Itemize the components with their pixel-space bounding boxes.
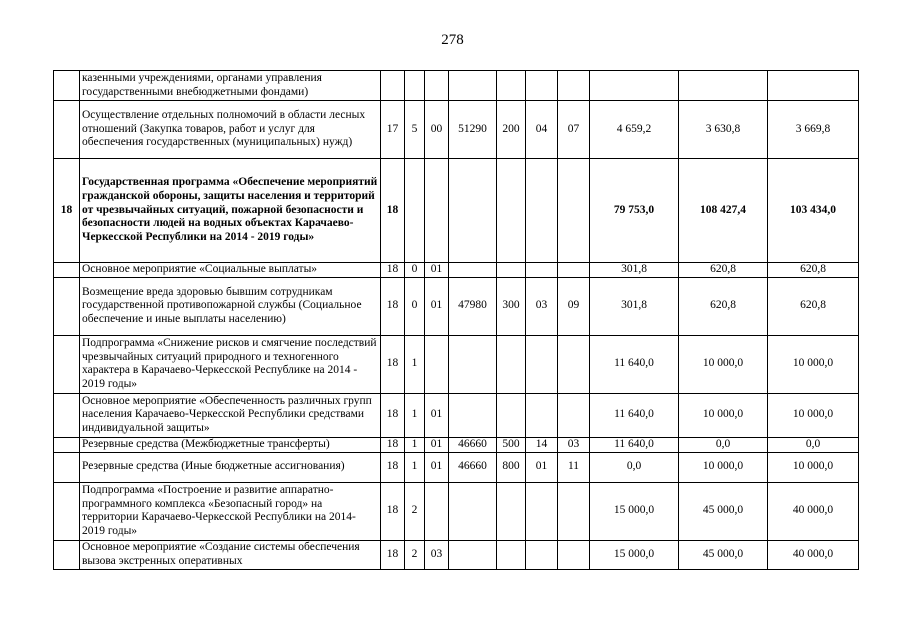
subsection-cell bbox=[558, 540, 590, 569]
budget-table bbox=[53, 70, 859, 570]
subprogram-code-cell: 2 bbox=[405, 482, 425, 540]
subsection-cell bbox=[558, 263, 590, 278]
table-row bbox=[54, 437, 859, 452]
program-code-cell: 18 bbox=[381, 277, 405, 335]
amount-year-1-cell: 4 659,2 bbox=[590, 101, 679, 159]
amount-year-1-cell: 15 000,0 bbox=[590, 540, 679, 569]
program-code-cell bbox=[381, 71, 405, 101]
expense-type-cell bbox=[497, 482, 526, 540]
subsection-cell bbox=[558, 71, 590, 101]
section-cell bbox=[526, 159, 558, 263]
amount-year-2-cell: 45 000,0 bbox=[679, 482, 768, 540]
amount-year-1-cell: 15 000,0 bbox=[590, 482, 679, 540]
amount-year-2-cell: 108 427,4 bbox=[679, 159, 768, 263]
direction-code-cell bbox=[449, 393, 497, 437]
row-number-cell bbox=[54, 335, 80, 393]
amount-year-1-cell: 79 753,0 bbox=[590, 159, 679, 263]
row-name-cell: Государственная программа «Обеспечение мероприятий гражданской обороны, защиты населения и территорий от чрезвычайных ситуаций, пожарной безопасности и безопасности людей на водных объектах Карачаево-Черкесской Республики на 2014 - 2019 годы» bbox=[80, 159, 381, 263]
amount-year-3-cell: 10 000,0 bbox=[768, 393, 859, 437]
activity-code-cell bbox=[425, 482, 449, 540]
amount-year-3-cell: 3 669,8 bbox=[768, 101, 859, 159]
table-row bbox=[54, 335, 859, 393]
amount-year-3-cell: 620,8 bbox=[768, 277, 859, 335]
direction-code-cell: 46660 bbox=[449, 452, 497, 482]
section-cell: 03 bbox=[526, 277, 558, 335]
program-code-cell: 18 bbox=[381, 335, 405, 393]
expense-type-cell bbox=[497, 335, 526, 393]
row-name-cell: казенными учреждениями, органами управления государственными внебюджетными фондами) bbox=[80, 71, 381, 101]
row-name-cell: Резервные средства (Иные бюджетные ассигнования) bbox=[80, 452, 381, 482]
table-row bbox=[54, 452, 859, 482]
row-name-cell: Основное мероприятие «Обеспеченность различных групп населения Карачаево-Черкесской Республики средствами индивидуальной защиты» bbox=[80, 393, 381, 437]
subsection-cell: 11 bbox=[558, 452, 590, 482]
row-number-cell bbox=[54, 393, 80, 437]
amount-year-3-cell: 103 434,0 bbox=[768, 159, 859, 263]
row-number-cell bbox=[54, 482, 80, 540]
direction-code-cell: 46660 bbox=[449, 437, 497, 452]
program-code-cell: 18 bbox=[381, 263, 405, 278]
table-row bbox=[54, 482, 859, 540]
activity-code-cell: 01 bbox=[425, 437, 449, 452]
row-number-cell bbox=[54, 277, 80, 335]
amount-year-2-cell: 3 630,8 bbox=[679, 101, 768, 159]
subsection-cell: 07 bbox=[558, 101, 590, 159]
amount-year-2-cell: 0,0 bbox=[679, 437, 768, 452]
amount-year-3-cell: 10 000,0 bbox=[768, 335, 859, 393]
amount-year-1-cell: 301,8 bbox=[590, 263, 679, 278]
direction-code-cell bbox=[449, 263, 497, 278]
program-code-cell: 18 bbox=[381, 540, 405, 569]
direction-code-cell bbox=[449, 159, 497, 263]
subprogram-code-cell: 5 bbox=[405, 101, 425, 159]
activity-code-cell: 01 bbox=[425, 393, 449, 437]
activity-code-cell: 00 bbox=[425, 101, 449, 159]
amount-year-1-cell bbox=[590, 71, 679, 101]
subprogram-code-cell bbox=[405, 71, 425, 101]
row-name-cell: Возмещение вреда здоровью бывшим сотрудникам государственной противопожарной службы (Социальное обеспечение и иные выплаты населению) bbox=[80, 277, 381, 335]
program-code-cell: 17 bbox=[381, 101, 405, 159]
amount-year-3-cell: 40 000,0 bbox=[768, 482, 859, 540]
expense-type-cell: 300 bbox=[497, 277, 526, 335]
direction-code-cell: 47980 bbox=[449, 277, 497, 335]
direction-code-cell bbox=[449, 540, 497, 569]
row-name-cell: Осуществление отдельных полномочий в области лесных отношений (Закупка товаров, работ и услуг для обеспечения государственных (муниципальных) нужд) bbox=[80, 101, 381, 159]
row-name-cell: Подпрограмма «Снижение рисков и смягчение последствий чрезвычайных ситуаций природного и техногенного характера в Карачаево-Черкесской Республике на 2014 - 2019 годы» bbox=[80, 335, 381, 393]
subprogram-code-cell: 1 bbox=[405, 393, 425, 437]
amount-year-1-cell: 11 640,0 bbox=[590, 393, 679, 437]
activity-code-cell: 01 bbox=[425, 263, 449, 278]
row-number-cell bbox=[54, 452, 80, 482]
amount-year-2-cell: 10 000,0 bbox=[679, 452, 768, 482]
amount-year-3-cell: 10 000,0 bbox=[768, 452, 859, 482]
subprogram-code-cell: 1 bbox=[405, 335, 425, 393]
expense-type-cell: 800 bbox=[497, 452, 526, 482]
subsection-cell bbox=[558, 393, 590, 437]
subsection-cell: 09 bbox=[558, 277, 590, 335]
amount-year-1-cell: 11 640,0 bbox=[590, 437, 679, 452]
section-cell bbox=[526, 482, 558, 540]
direction-code-cell bbox=[449, 482, 497, 540]
row-number-cell bbox=[54, 101, 80, 159]
expense-type-cell bbox=[497, 263, 526, 278]
expense-type-cell bbox=[497, 540, 526, 569]
amount-year-2-cell: 620,8 bbox=[679, 277, 768, 335]
row-number-cell: 18 bbox=[54, 159, 80, 263]
section-cell bbox=[526, 335, 558, 393]
expense-type-cell: 500 bbox=[497, 437, 526, 452]
expense-type-cell: 200 bbox=[497, 101, 526, 159]
activity-code-cell: 01 bbox=[425, 277, 449, 335]
activity-code-cell: 03 bbox=[425, 540, 449, 569]
direction-code-cell bbox=[449, 71, 497, 101]
subsection-cell bbox=[558, 159, 590, 263]
activity-code-cell bbox=[425, 335, 449, 393]
subsection-cell: 03 bbox=[558, 437, 590, 452]
activity-code-cell bbox=[425, 159, 449, 263]
program-code-cell: 18 bbox=[381, 159, 405, 263]
subsection-cell bbox=[558, 482, 590, 540]
amount-year-1-cell: 301,8 bbox=[590, 277, 679, 335]
row-name-cell: Подпрограмма «Построение и развитие аппаратно-программного комплекса «Безопасный город» на территории Карачаево-Черкесской Республики на 2014-2019 годы» bbox=[80, 482, 381, 540]
amount-year-2-cell: 620,8 bbox=[679, 263, 768, 278]
section-cell bbox=[526, 263, 558, 278]
table-row bbox=[54, 71, 859, 101]
table-row bbox=[54, 159, 859, 263]
subprogram-code-cell: 0 bbox=[405, 263, 425, 278]
subprogram-code-cell bbox=[405, 159, 425, 263]
program-code-cell: 18 bbox=[381, 437, 405, 452]
section-cell bbox=[526, 71, 558, 101]
table-row bbox=[54, 393, 859, 437]
activity-code-cell bbox=[425, 71, 449, 101]
direction-code-cell bbox=[449, 335, 497, 393]
subprogram-code-cell: 1 bbox=[405, 452, 425, 482]
amount-year-3-cell: 0,0 bbox=[768, 437, 859, 452]
section-cell: 04 bbox=[526, 101, 558, 159]
expense-type-cell bbox=[497, 71, 526, 101]
subprogram-code-cell: 2 bbox=[405, 540, 425, 569]
row-name-cell: Резервные средства (Межбюджетные трансферты) bbox=[80, 437, 381, 452]
section-cell bbox=[526, 540, 558, 569]
table-row bbox=[54, 277, 859, 335]
page-number: 278 bbox=[441, 32, 464, 48]
row-number-cell bbox=[54, 263, 80, 278]
table-row bbox=[54, 263, 859, 278]
row-number-cell bbox=[54, 540, 80, 569]
expense-type-cell bbox=[497, 159, 526, 263]
subprogram-code-cell: 1 bbox=[405, 437, 425, 452]
program-code-cell: 18 bbox=[381, 393, 405, 437]
amount-year-2-cell: 10 000,0 bbox=[679, 335, 768, 393]
activity-code-cell: 01 bbox=[425, 452, 449, 482]
amount-year-3-cell: 620,8 bbox=[768, 263, 859, 278]
row-number-cell bbox=[54, 437, 80, 452]
section-cell bbox=[526, 393, 558, 437]
amount-year-3-cell bbox=[768, 71, 859, 101]
row-number-cell bbox=[54, 71, 80, 101]
program-code-cell: 18 bbox=[381, 452, 405, 482]
section-cell: 01 bbox=[526, 452, 558, 482]
amount-year-1-cell: 0,0 bbox=[590, 452, 679, 482]
program-code-cell: 18 bbox=[381, 482, 405, 540]
subsection-cell bbox=[558, 335, 590, 393]
amount-year-2-cell: 10 000,0 bbox=[679, 393, 768, 437]
amount-year-1-cell: 11 640,0 bbox=[590, 335, 679, 393]
amount-year-3-cell: 40 000,0 bbox=[768, 540, 859, 569]
row-name-cell: Основное мероприятие «Создание системы обеспечения вызова экстренных оперативных bbox=[80, 540, 381, 569]
amount-year-2-cell bbox=[679, 71, 768, 101]
expense-type-cell bbox=[497, 393, 526, 437]
section-cell: 14 bbox=[526, 437, 558, 452]
subprogram-code-cell: 0 bbox=[405, 277, 425, 335]
table-row bbox=[54, 540, 859, 569]
row-name-cell: Основное мероприятие «Социальные выплаты» bbox=[80, 263, 381, 278]
amount-year-2-cell: 45 000,0 bbox=[679, 540, 768, 569]
direction-code-cell: 51290 bbox=[449, 101, 497, 159]
table-row bbox=[54, 101, 859, 159]
